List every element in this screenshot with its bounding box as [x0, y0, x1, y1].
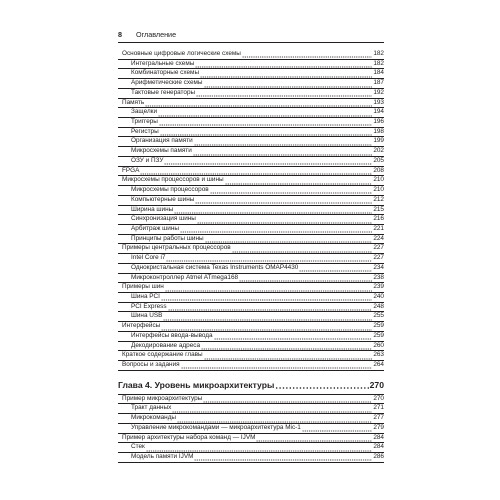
toc-entry-page-number: 210 — [373, 186, 384, 194]
toc-entry[interactable] — [118, 283, 384, 293]
toc-entry-page-number: 208 — [373, 166, 384, 174]
dot-leader — [160, 128, 373, 137]
toc-entry-title: Пример архитектуры набора команд — IJVM — [122, 433, 256, 441]
toc-entry-page-number: 270 — [373, 394, 384, 402]
toc-entry-page-number: 216 — [373, 215, 384, 223]
toc-entry[interactable] — [118, 79, 384, 89]
toc-entry[interactable] — [118, 342, 384, 352]
toc-entry[interactable] — [118, 186, 384, 196]
toc-entry-page-number: 192 — [373, 88, 384, 96]
toc-entry[interactable] — [118, 293, 384, 303]
toc-entry-page-number: 227 — [373, 244, 384, 252]
toc-entry[interactable] — [118, 351, 384, 361]
toc-entry[interactable] — [118, 147, 384, 157]
dot-leader — [201, 342, 372, 351]
dot-leader — [172, 404, 372, 413]
dot-leader — [210, 186, 373, 195]
toc-entry-title: Декодирование адреса — [131, 341, 201, 349]
toc-entry[interactable] — [118, 235, 384, 245]
running-head-title: Оглавление — [136, 30, 177, 39]
toc-entry-page-number: 234 — [373, 263, 384, 271]
toc-entry[interactable] — [118, 196, 384, 206]
toc-entry-page-number: 205 — [373, 156, 384, 164]
toc-entry-page-number: 198 — [373, 127, 384, 135]
toc-entry-title: Защелки — [131, 108, 158, 116]
toc-entry[interactable] — [118, 206, 384, 216]
dot-leader — [145, 99, 372, 108]
toc-entry-title: Триггеры — [131, 118, 158, 126]
toc-entry[interactable] — [118, 434, 384, 444]
toc-entry[interactable] — [118, 264, 384, 274]
toc-entry-page-number: 263 — [373, 351, 384, 359]
toc-entry-page-number: 279 — [373, 423, 384, 431]
dot-leader — [159, 118, 372, 127]
toc-entry-title: Стек — [131, 443, 145, 451]
toc-entry-page-number: 238 — [373, 273, 384, 281]
toc-entry-page-number: 259 — [373, 331, 384, 339]
dot-leader — [214, 332, 373, 341]
toc-entry-page-number: 227 — [373, 254, 384, 262]
toc-entry-page-number: 284 — [373, 443, 384, 451]
toc-entry-page-number: 184 — [373, 69, 384, 77]
toc-entry[interactable] — [118, 395, 384, 405]
dot-leader — [204, 79, 373, 88]
toc-entry[interactable] — [118, 215, 384, 225]
toc-entry-page-number: 286 — [373, 453, 384, 461]
dot-leader — [194, 137, 373, 146]
toc-entry[interactable] — [118, 322, 384, 332]
toc-entry[interactable] — [118, 118, 384, 128]
toc-entry[interactable] — [118, 404, 384, 414]
toc-entry-page-number: 239 — [373, 283, 384, 291]
dot-leader — [165, 283, 373, 292]
dot-leader — [197, 215, 372, 224]
toc-entry-title: Арифметические схемы — [131, 79, 203, 87]
toc-entry-page-number: 240 — [373, 292, 384, 300]
toc-entry-title: Комбинаторные схемы — [131, 69, 200, 77]
toc-entry[interactable] — [118, 99, 384, 109]
toc-entry-page-number: 215 — [373, 205, 384, 213]
toc-entry-title: Регистры — [131, 127, 159, 135]
toc-entry-page-number: 277 — [373, 414, 384, 422]
toc-entry-title: Краткое содержание главы — [122, 351, 203, 359]
toc-entry[interactable] — [118, 312, 384, 322]
toc-entry-page-number: 259 — [373, 322, 384, 330]
toc-entry-title: Примеры центральных процессоров — [122, 244, 231, 252]
toc-entry-title: Тактовые генераторы — [131, 88, 196, 96]
toc-entry-title: Интегральные схемы — [131, 59, 195, 67]
toc-entry-page-number: 260 — [373, 341, 384, 349]
toc-entry[interactable] — [118, 50, 384, 60]
toc-entry-page-number: 224 — [373, 234, 384, 242]
toc-entry-title: Тракт данных — [131, 404, 172, 412]
toc-entry-page-number: 182 — [373, 50, 384, 57]
toc-entry-title: Принципы работы шины — [131, 234, 204, 242]
dot-leader — [163, 312, 372, 321]
dot-leader — [239, 274, 372, 283]
toc-entry-title: Микросхемы памяти — [131, 147, 192, 155]
dot-leader — [275, 376, 368, 394]
toc-entry[interactable] — [118, 69, 384, 79]
toc-entry-page-number: 182 — [373, 59, 384, 67]
table-of-contents — [118, 50, 384, 463]
chapter-page-number: 270 — [369, 379, 384, 390]
toc-entry-title: Шина PCI — [131, 292, 160, 300]
toc-entry-title: Организация памяти — [131, 137, 193, 145]
dot-leader — [256, 434, 372, 443]
toc-entry[interactable] — [118, 157, 384, 167]
toc-entry-title: Микросхемы процессоров и шины — [122, 176, 224, 184]
toc-entry[interactable] — [118, 89, 384, 99]
toc-entry-title: ОЗУ и ПЗУ — [131, 156, 164, 164]
dot-leader — [161, 322, 372, 331]
toc-entry-title: Управление микрокомандами — микроархитектура Mic-1 — [131, 423, 301, 431]
dot-leader — [177, 414, 372, 423]
toc-entry-page-number: 248 — [373, 302, 384, 310]
toc-entry-title: Основные цифровые логические схемы — [122, 50, 241, 57]
toc-entry-title: Интерфейсы — [122, 322, 161, 330]
dot-leader — [302, 424, 372, 433]
toc-entry[interactable] — [118, 254, 384, 264]
toc-entry-title: FPGA — [122, 166, 140, 174]
dot-leader — [158, 108, 372, 117]
toc-entry-page-number: 196 — [373, 118, 384, 126]
toc-entry[interactable] — [118, 303, 384, 313]
toc-entry-page-number: 264 — [373, 361, 384, 368]
toc-entry-page-number: 221 — [373, 224, 384, 232]
toc-entry[interactable] — [118, 225, 384, 235]
dot-leader — [200, 69, 372, 78]
toc-entry-page-number: 284 — [373, 433, 384, 441]
toc-entry[interactable] — [118, 274, 384, 284]
toc-entry-page-number: 212 — [373, 195, 384, 203]
toc-entry-page-number: 255 — [373, 312, 384, 320]
running-head — [118, 30, 176, 39]
toc-entry[interactable] — [118, 244, 384, 254]
toc-entry-title: Примеры шин — [122, 283, 164, 291]
toc-chapter-heading[interactable] — [118, 376, 384, 395]
toc-entry-title: Модель памяти IJVM — [131, 453, 194, 461]
toc-entry-title: Арбитраж шины — [131, 224, 179, 232]
toc-entry-title: Пример микроархитектуры — [122, 394, 203, 402]
dot-leader — [181, 361, 373, 370]
toc-entry[interactable] — [118, 453, 384, 463]
toc-entry[interactable] — [118, 332, 384, 342]
dot-leader — [203, 395, 372, 404]
dot-leader — [174, 206, 372, 215]
toc-entry[interactable] — [118, 424, 384, 434]
toc-entry-title: Ширина шины — [131, 205, 174, 213]
toc-entry[interactable] — [118, 108, 384, 118]
dot-leader — [168, 303, 373, 312]
toc-entry[interactable] — [118, 443, 384, 453]
dot-leader — [161, 293, 372, 302]
dot-leader — [225, 176, 373, 185]
dot-leader — [180, 225, 372, 234]
toc-section-chapter-4 — [118, 395, 384, 463]
dot-leader — [232, 244, 373, 253]
toc-entry-title: Память — [122, 98, 145, 106]
toc-entry-title: Шина USB — [131, 312, 163, 320]
toc-entry[interactable] — [118, 137, 384, 147]
dot-leader — [204, 351, 373, 360]
toc-section-chapter-3 — [118, 50, 384, 371]
toc-entry-page-number: 194 — [373, 108, 384, 116]
chapter-title: Глава 4. Уровень микроархитектуры — [118, 379, 275, 390]
dot-leader — [193, 147, 373, 156]
toc-entry-page-number: 193 — [373, 98, 384, 106]
toc-entry-title: Микросхемы процессоров — [131, 186, 209, 194]
dot-leader — [166, 254, 372, 263]
toc-entry-page-number: 199 — [373, 137, 384, 145]
toc-entry-title: Микрокоманды — [131, 414, 177, 422]
toc-entry[interactable] — [118, 176, 384, 186]
toc-entry-title: Однокристальная система Texas Instruments OMAP4430 — [131, 263, 299, 271]
toc-entry-page-number: 271 — [373, 404, 384, 412]
dot-leader — [194, 453, 372, 462]
dot-leader — [196, 89, 372, 98]
dot-leader — [195, 196, 372, 205]
dot-leader — [299, 264, 372, 273]
toc-entry-title: Интерфейсы ввода-вывода — [131, 331, 213, 339]
dot-leader — [146, 443, 373, 452]
page-number: 8 — [118, 30, 122, 39]
toc-entry-page-number: 202 — [373, 147, 384, 155]
toc-entry[interactable] — [118, 60, 384, 70]
toc-entry-title: Микроконтроллер Atmel ATmega168 — [131, 273, 239, 281]
header-rule — [118, 42, 384, 43]
toc-entry-title: Синхронизация шины — [131, 215, 196, 223]
toc-entry-title: Компьютерные шины — [131, 195, 195, 203]
toc-entry-page-number: 210 — [373, 176, 384, 184]
toc-entry-title: PCI Express — [131, 302, 167, 310]
toc-entry-title: Intel Core i7 — [131, 254, 166, 262]
toc-entry[interactable] — [118, 414, 384, 424]
dot-leader — [140, 167, 372, 176]
toc-entry[interactable] — [118, 128, 384, 138]
dot-leader — [195, 60, 372, 69]
dot-leader — [164, 157, 372, 166]
toc-entry[interactable] — [118, 361, 384, 371]
dot-leader — [242, 50, 372, 59]
toc-entry-page-number: 187 — [373, 79, 384, 87]
toc-entry-title: Вопросы и задания — [122, 361, 180, 368]
toc-entry[interactable] — [118, 167, 384, 177]
dot-leader — [205, 235, 373, 244]
